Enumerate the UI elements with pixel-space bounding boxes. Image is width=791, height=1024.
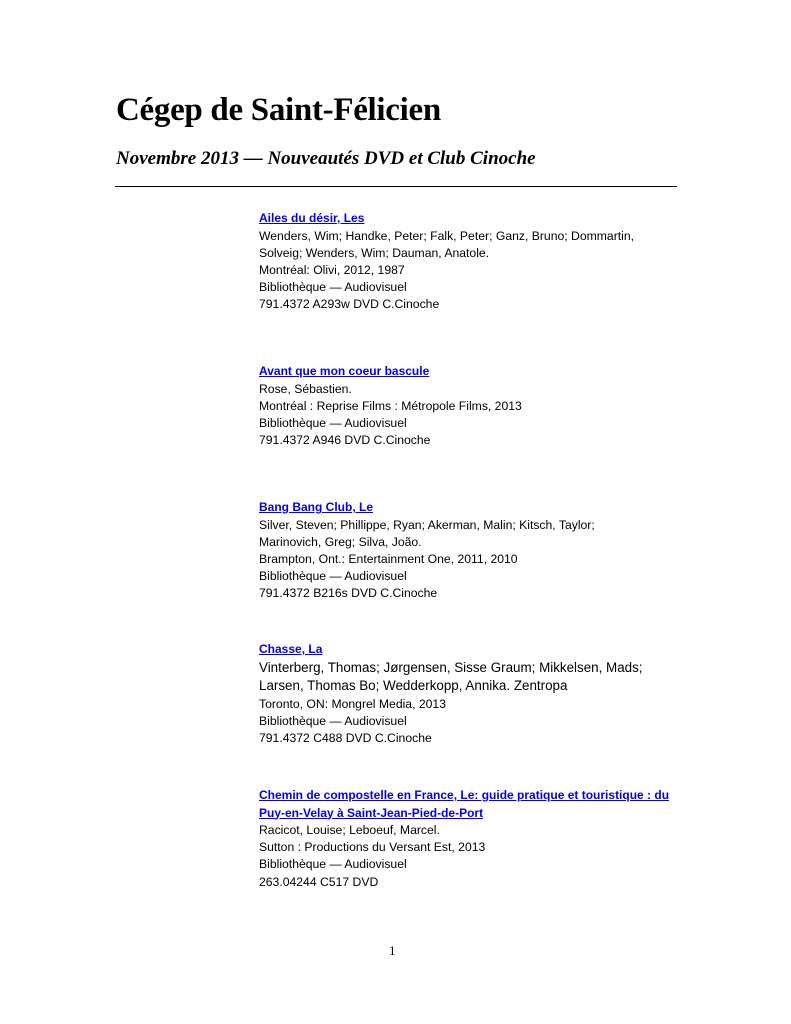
entry-call-number: 791.4372 C488 DVD C.Cinoche: [259, 730, 432, 745]
entry-call-number: 791.4372 A293w DVD C.Cinoche: [259, 297, 440, 312]
entry-call-number: 791.4372 A946 DVD C.Cinoche: [259, 433, 431, 448]
entry-authors: Wenders, Wim; Handke, Peter; Falk, Peter; Ganz, Bruno; Dommartin, Solveig; Wenders, Wim; Dauman, Anatole.: [259, 228, 635, 260]
page-title: Cégep de Saint-Félicien: [116, 92, 441, 128]
entry-title-link[interactable]: Ailes du désir, Les: [259, 211, 365, 225]
catalog-entry: [259, 499, 679, 603]
entry-publication: Montréal: Olivi, 2012, 1987: [259, 262, 405, 277]
entry-title-link[interactable]: Chemin de compostelle en France, Le: guide pratique et touristique : du Puy-en-Velay à Saint-Jean-Pied-de-Port: [259, 788, 670, 820]
entry-location: Bibliothèque — Audiovisuel: [259, 857, 407, 872]
entry-authors: Racicot, Louise; Leboeuf, Marcel.: [259, 823, 440, 837]
header-divider: [115, 186, 677, 187]
entry-location: Bibliothèque — Audiovisuel: [259, 415, 407, 430]
page-subtitle: Novembre 2013 — Nouveautés DVD et Club Cinoche: [116, 148, 536, 169]
entry-call-number: 263.04244 C517 DVD: [259, 874, 379, 889]
catalog-entry: [259, 787, 679, 891]
entry-publication: Sutton : Productions du Versant Est, 2013: [259, 840, 486, 855]
catalog-entry: [259, 641, 679, 747]
entry-publication: Brampton, Ont.: Entertainment One, 2011, 2010: [259, 551, 518, 566]
entry-title-link[interactable]: Bang Bang Club, Le: [259, 500, 373, 514]
entry-publication: Toronto, ON: Mongrel Media, 2013: [259, 696, 446, 711]
entry-location: Bibliothèque — Audiovisuel: [259, 280, 407, 295]
entry-location: Bibliothèque — Audiovisuel: [259, 713, 407, 728]
catalog-entry: [259, 210, 679, 314]
entry-title-link[interactable]: Avant que mon coeur bascule: [259, 364, 430, 378]
entry-authors: Silver, Steven; Phillippe, Ryan; Akerman, Malin; Kitsch, Taylor; Marinovich, Greg; Silva, João.: [259, 517, 595, 549]
entry-title-link[interactable]: Chasse, La: [259, 642, 323, 656]
catalog-entry: [259, 363, 679, 449]
entry-location: Bibliothèque — Audiovisuel: [259, 569, 407, 584]
entry-call-number: 791.4372 B216s DVD C.Cinoche: [259, 586, 438, 601]
entry-authors: Vinterberg, Thomas; Jørgensen, Sisse Graum; Mikkelsen, Mads; Larsen, Thomas Bo; Wedderkopp, Annika. Zentropa: [259, 659, 643, 693]
entry-authors: Rose, Sébastien.: [259, 381, 352, 396]
page-number: 1: [389, 943, 396, 958]
entry-publication: Montréal : Reprise Films : Métropole Films, 2013: [259, 398, 522, 413]
